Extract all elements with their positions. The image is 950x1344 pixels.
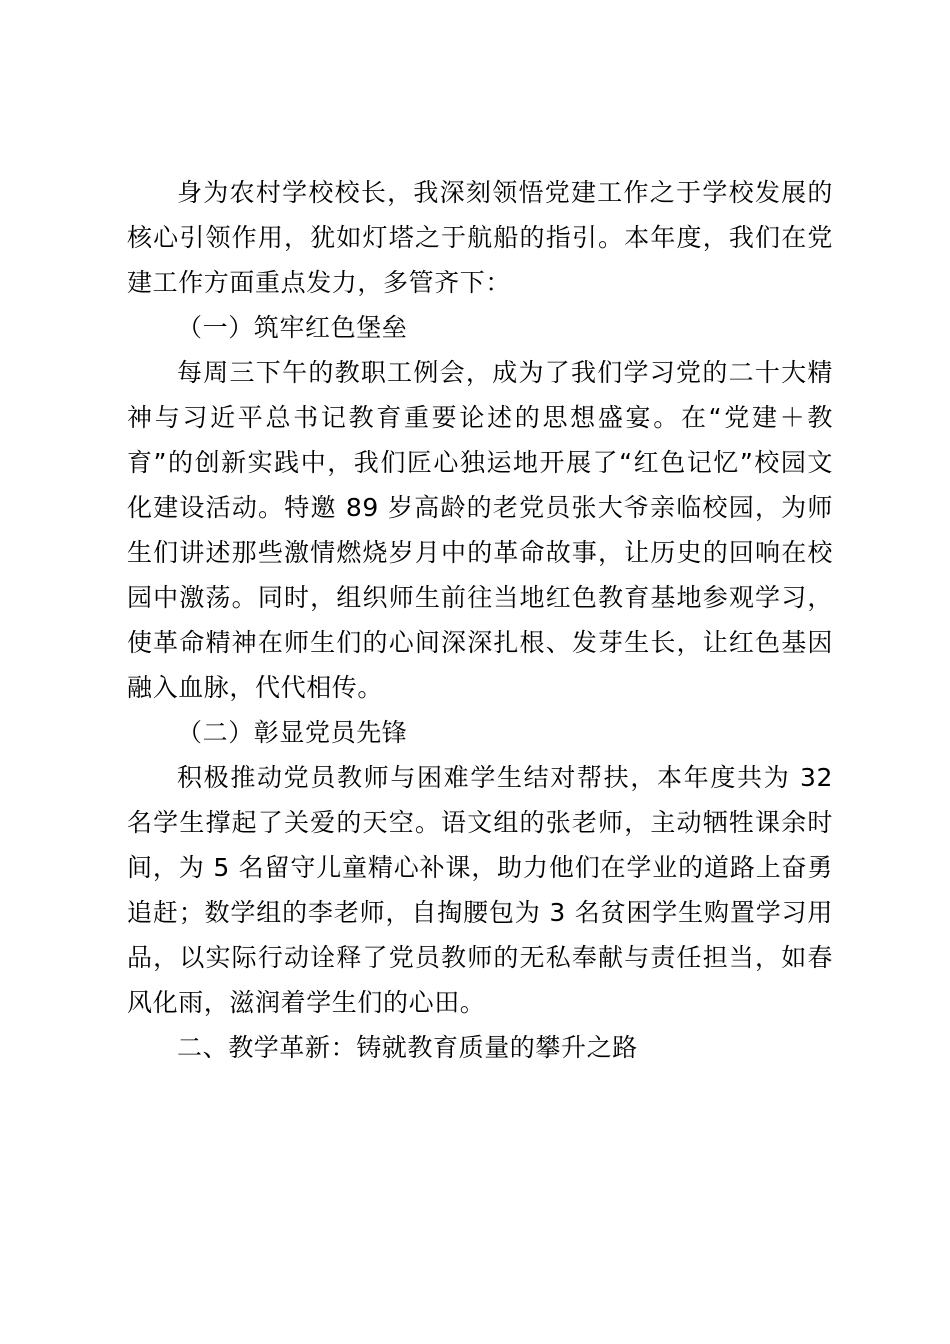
document-body <box>127 170 833 1070</box>
section-heading-1: （一）筑牢红色堡垒 <box>177 313 408 342</box>
section-1-paragraph: 每周三下午的教职工例会，成为了我们学习党的二十大精神与习近平总书记教育重要论述的思想盛宴。在“党建＋教育”的创新实践中，我们匠心独运地开展了“红色记忆”校园文化建设活动。特邀 89 岁高龄的老党员张大爷亲临校园，为师生们讲述那些激情燃烧岁月中的革命故事，让历史的回响在校园中激荡。同时，组织师生前往当地红色教育基地参观学习，使革命精神在师生们的心间深深扎根、发芽生长，让红色基因融入血脉，代代相传。 <box>127 358 833 702</box>
section-heading-3: 二、教学革新：铸就教育质量的攀升之路 <box>177 1033 638 1062</box>
section-2-paragraph: 积极推动党员教师与困难学生结对帮扶，本年度共为 32 名学生撑起了关爱的天空。语文组的张老师，主动牺牲课余时间，为 5 名留守儿童精心补课，助力他们在学业的道路上奋勇追赶；数学组的李老师，自掏腰包为 3 名贫困学生购置学习用品，以实际行动诠释了党员教师的无私奉献与责任担当，如春风化雨，滋润着学生们的心田。 <box>127 763 833 1017</box>
section-heading-2: （二）彰显党员先锋 <box>177 718 408 747</box>
intro-paragraph: 身为农村学校校长，我深刻领悟党建工作之于学校发展的核心引领作用，犹如灯塔之于航船的指引。本年度，我们在党建工作方面重点发力，多管齐下： <box>127 178 833 297</box>
